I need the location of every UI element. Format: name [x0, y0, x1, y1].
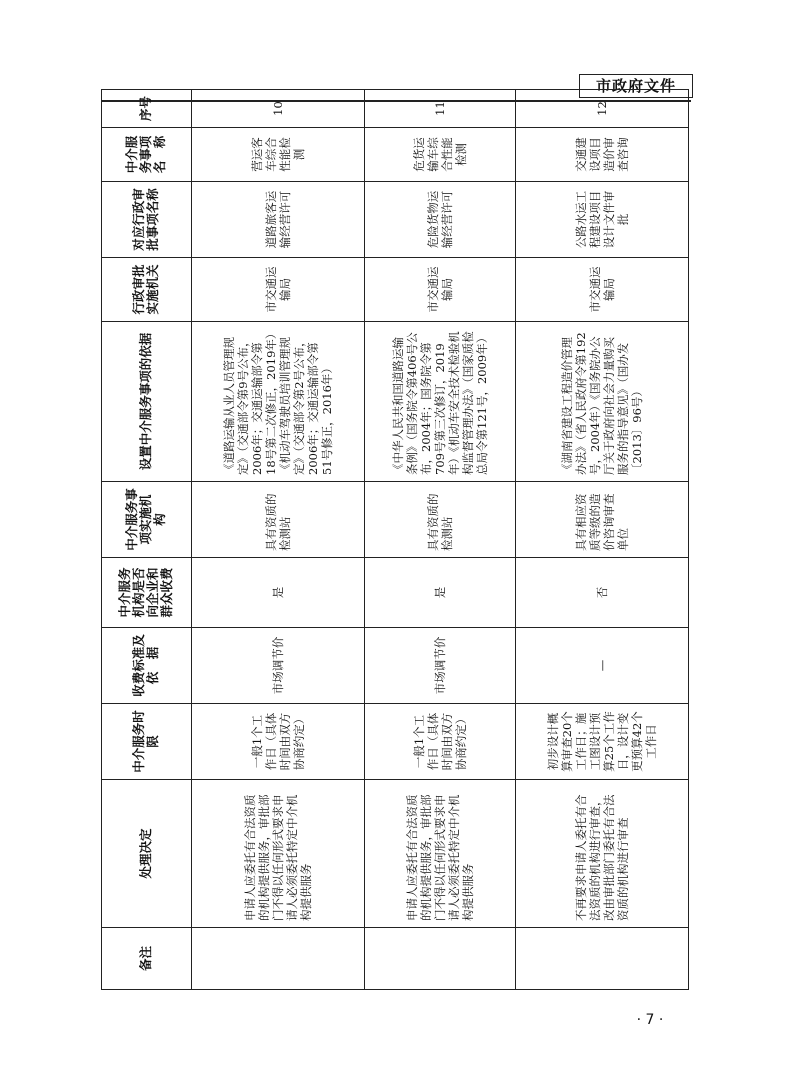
column-header-fee: 收费标准及依 据 — [102, 628, 192, 704]
cell-remark — [516, 928, 689, 990]
column-header-agency: 中介服务事项实施机 构 — [102, 482, 192, 558]
cell-decision: 不再要求申请人委托有合法资质的机构进行审查，改由审批部门委托有合法资质的机构进行审查 — [516, 780, 689, 928]
column-header-service: 中介服务事项名 称 — [102, 128, 192, 182]
cell-service: 危货运输车综合性能检测 — [364, 128, 516, 182]
document-category-label: 市政府文件 — [579, 74, 693, 98]
cell-charge: 是 — [191, 558, 364, 628]
cell-approval: 危险货物运输经营许可 — [364, 182, 516, 258]
cell-remark — [364, 928, 516, 990]
cell-authority: 市交通运输局 — [364, 258, 516, 322]
cell-number: 10 — [191, 90, 364, 128]
cell-approval: 公路水运工程建设项目设计文件审批 — [516, 182, 689, 258]
cell-agency: 具有相应资质等级的造价咨询审查单位 — [516, 482, 689, 558]
column-header-remark: 备注 — [102, 928, 192, 990]
cell-number: 12 — [516, 90, 689, 128]
cell-authority: 市交通运输局 — [191, 258, 364, 322]
rotated-table-wrapper — [101, 95, 689, 990]
table-row — [191, 90, 364, 990]
cell-basis: 《道路运输从业人员管理规定》（交通部令第9号公布，2006年；交通运输部令第18号第二次修正，2019年）《机动车驾驶员培训管理规定》（交通部令第2号公布，2006年；交通运输部令第51号修正，2016年） — [191, 322, 364, 482]
table-header-row — [102, 90, 192, 990]
cell-fee: 市场调节价 — [191, 628, 364, 704]
cell-agency: 具有资质的检测站 — [191, 482, 364, 558]
cell-decision: 申请人应委托有合法资质的机构提供服务，审批部门不得以任何形式要求申请人必须委托特定中介机构提供服务 — [191, 780, 364, 928]
page-number: · 7 · — [636, 1012, 664, 1028]
cell-fee: 市场调节价 — [364, 628, 516, 704]
cell-authority: 市交通运输局 — [516, 258, 689, 322]
table-row — [364, 90, 516, 990]
cell-time-limit: 初步设计概算审查20个工作日；施工图设计预算25个工作日，设计变更预算42个工作日 — [516, 704, 689, 780]
cell-basis: 《湖南省建设工程造价管理办法》（省人民政府令第192号，2004年）《国务院办公厅关于政府向社会力量购买服务的指导意见》（国办发〔2013〕96号） — [516, 322, 689, 482]
cell-agency: 具有资质的检测站 — [364, 482, 516, 558]
table-row — [516, 90, 689, 990]
cell-charge: 是 — [364, 558, 516, 628]
cell-remark — [191, 928, 364, 990]
cell-time-limit: 一般1个工作日（具体时间由双方协商约定） — [364, 704, 516, 780]
column-header-decision: 处理决定 — [102, 780, 192, 928]
cell-number: 11 — [364, 90, 516, 128]
column-header-time-limit: 中介服务时 限 — [102, 704, 192, 780]
cell-time-limit: 一般1个工作日（具体时间由双方协商约定） — [191, 704, 364, 780]
cell-basis: 《中华人民共和国道路运输条例》（国务院令第406号公布，2004年；国务院令第709号第三次修订，2019年）《机动车安全技术检验机构监督管理办法》（国家质检总局令第121号，2009年） — [364, 322, 516, 482]
cell-fee: — — [516, 628, 689, 704]
column-header-number: 序号 — [102, 90, 192, 128]
intermediary-services-table — [101, 89, 689, 990]
column-header-charge: 中介服务机构是否向企业和群众收费 — [102, 558, 192, 628]
column-header-approval: 对应行政审批事项名称 — [102, 182, 192, 258]
column-header-basis: 设置中介服务事项的依据 — [102, 322, 192, 482]
column-header-authority: 行政审批实施机关 — [102, 258, 192, 322]
cell-service: 营运客车综合性能检测 — [191, 128, 364, 182]
cell-approval: 道路旅客运输经营许可 — [191, 182, 364, 258]
cell-decision: 申请人应委托有合法资质的机构提供服务，审批部门不得以任何形式要求申请人必须委托特定中介机构提供服务 — [364, 780, 516, 928]
cell-charge: 否 — [516, 558, 689, 628]
cell-service: 交通建设项目造价审查咨询 — [516, 128, 689, 182]
